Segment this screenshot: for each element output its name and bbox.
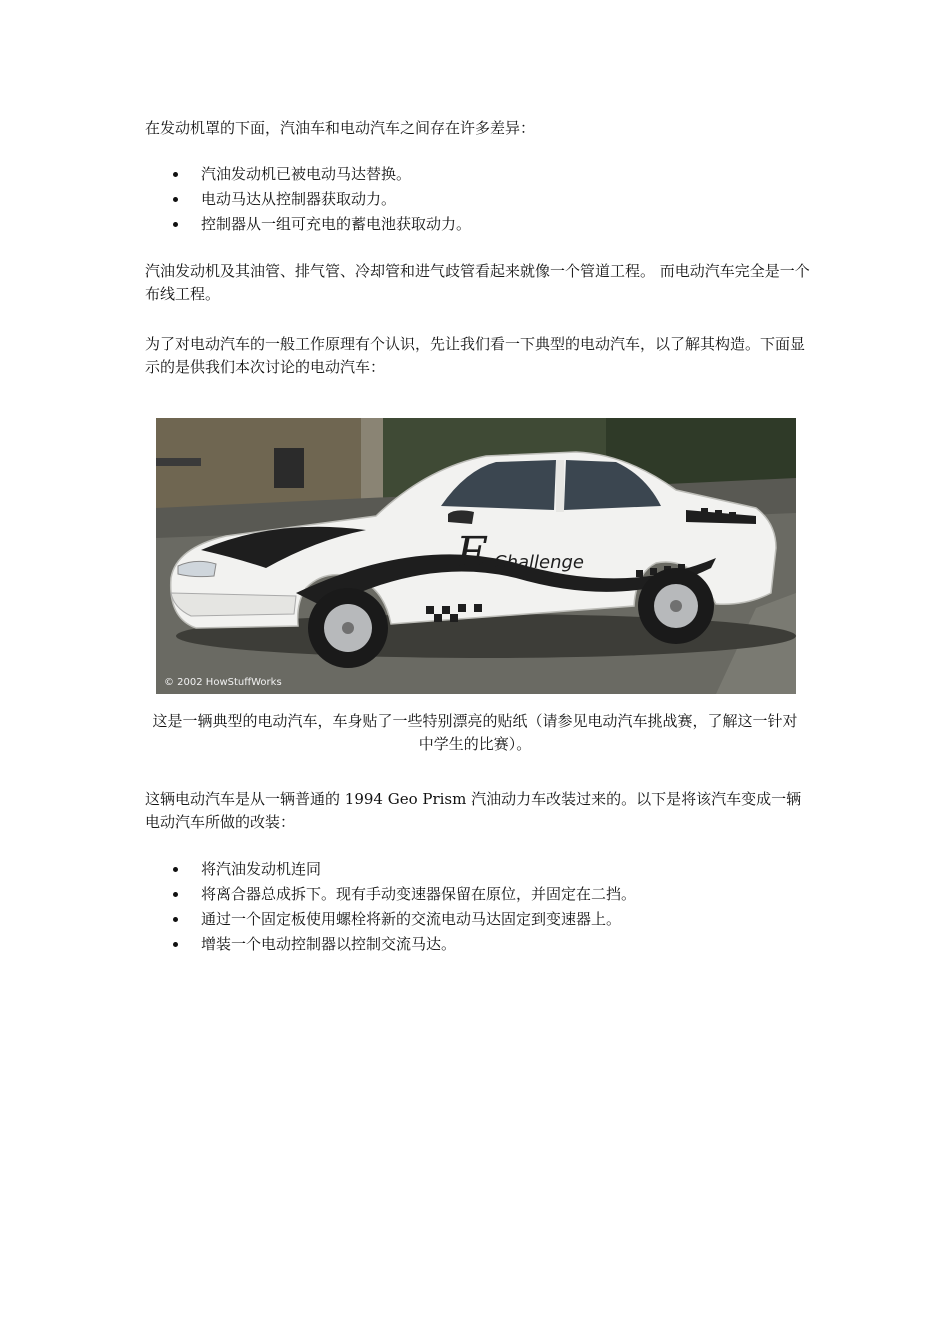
photo-caption: 这是一辆典型的电动汽车，车身贴了一些特别漂亮的贴纸（请参见电动汽车挑战赛，了解这一针对中学生的比赛）。 — [152, 712, 798, 753]
electric-car-photo — [156, 418, 796, 694]
intro-paragraph: 在发动机罩的下面，汽油车和电动汽车之间存在许多差异： — [145, 119, 536, 137]
conversion-paragraph: 这辆电动汽车是从一辆普通的 1994 Geo Prism 汽油动力车改装过来的。以下是将该汽车变成一辆电动汽车所做的改装： — [145, 790, 802, 831]
modifications-list — [145, 857, 810, 957]
bullet-icon — [173, 222, 178, 227]
bullet-icon — [173, 172, 178, 177]
bullet-icon — [173, 892, 178, 897]
list-item: 将汽油发动机连同 — [145, 857, 810, 882]
bullet-icon — [173, 942, 178, 947]
ev-logo: E — [456, 528, 489, 579]
bullet-icon — [173, 867, 178, 872]
list-item: 电动马达从控制器获取动力。 — [145, 187, 810, 212]
list-item: 增装一个电动控制器以控制交流马达。 — [145, 932, 810, 957]
copyright-label: © 2002 HowStuffWorks — [164, 677, 282, 688]
plumbing-paragraph: 汽油发动机及其油管、排气管、冷却管和进气歧管看起来就像一个管道工程。 而电动汽车完全是一个布线工程。 — [145, 262, 810, 303]
car-illustration — [156, 418, 796, 694]
typical-ev-paragraph: 为了对电动汽车的一般工作原理有个认识，先让我们看一下典型的电动汽车，以了解其构造。下面显示的是供我们本次讨论的电动汽车： — [145, 335, 806, 376]
differences-list — [145, 162, 810, 237]
list-item: 控制器从一组可充电的蓄电池获取动力。 — [145, 212, 810, 237]
list-item: 将离合器总成拆下。现有手动变速器保留在原位，并固定在二挡。 — [145, 882, 810, 907]
bullet-icon — [173, 197, 178, 202]
list-item: 汽油发动机已被电动马达替换。 — [145, 162, 810, 187]
list-item: 通过一个固定板使用螺栓将新的交流电动马达固定到变速器上。 — [145, 907, 810, 932]
decal-text: Challenge — [494, 552, 584, 573]
bullet-icon — [173, 917, 178, 922]
